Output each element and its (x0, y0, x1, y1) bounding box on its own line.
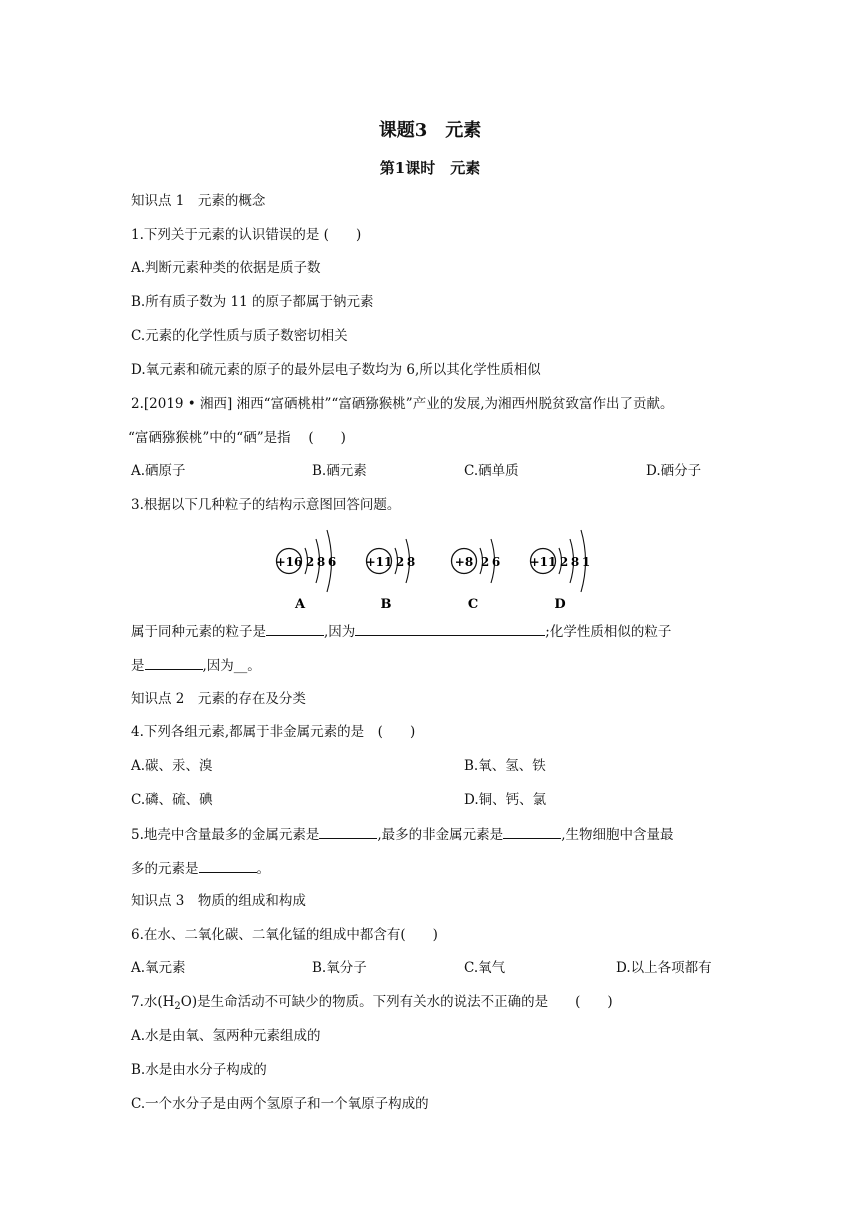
particle-c-shell-2: 6 (491, 555, 501, 569)
question-7-option-b: B.水是由水分子构成的 (131, 1062, 267, 1078)
particle-b-shell-2: 8 (406, 555, 416, 569)
question-2-option-d: D.硒分子 (646, 463, 702, 479)
particle-b (366, 539, 416, 612)
question-5-text-c: ,生物细胞中含量最 (561, 827, 674, 843)
question-5-line1 (131, 824, 673, 845)
question-3-text-a: 属于同种元素的粒子是 (131, 624, 266, 640)
particle-a-shell-1: 2 (305, 555, 315, 569)
particle-a-shell-3: 6 (327, 555, 337, 569)
particle-a (276, 530, 337, 612)
question-3-blank-2[interactable] (355, 621, 545, 636)
particle-diagram-svg (272, 524, 602, 616)
question-6-option-c: C.氧气 (464, 960, 506, 976)
particle-b-nucleus: +11 (365, 555, 393, 569)
particle-d-nucleus: +11 (529, 555, 557, 569)
question-3-text-e: ,因为__。 (202, 658, 261, 674)
question-5-line2 (131, 858, 270, 879)
page-subtitle: 第1课时 元素 (379, 159, 481, 177)
question-5-blank-2[interactable] (503, 824, 561, 839)
question-2-option-c: C.硒单质 (464, 463, 519, 479)
question-7-option-c: C.一个水分子是由两个氢原子和一个氧原子构成的 (131, 1096, 429, 1112)
question-5-text-b: ,最多的非金属元素是 (377, 827, 504, 843)
question-3-text-c: ;化学性质相似的粒子 (545, 624, 672, 640)
question-5-blank-3[interactable] (199, 858, 257, 873)
page-title: 课题3 元素 (378, 120, 482, 141)
question-4-option-c: C.磷、硫、碘 (131, 792, 213, 808)
question-5-text-e: 。 (256, 861, 270, 877)
question-7-subscript: 2 (174, 1001, 181, 1012)
question-6-option-d: D.以上各项都有 (616, 960, 712, 976)
question-2-stem-line1: 2.[2019 • 湘西] 湘西“富硒桃柑”“富硒猕猴桃”产业的发展,为湘西州脱贫致富作出了贡献。 (131, 396, 674, 412)
question-3-stem: 3.根据以下几种粒子的结构示意图回答问题。 (131, 497, 401, 513)
question-6-option-a: A.氧元素 (131, 960, 186, 976)
particle-d-shell-2: 8 (570, 555, 580, 569)
question-2-stem-line2: “富硒猕猴桃”中的“硒”是指 ( ) (128, 430, 346, 446)
section-heading-2: 知识点 2 元素的存在及分类 (131, 691, 306, 707)
question-3-line1 (131, 621, 671, 642)
question-4-option-d: D.铜、钙、氯 (464, 792, 547, 808)
particle-a-label: A (294, 597, 306, 612)
particle-c (452, 539, 501, 612)
particle-a-nucleus: +16 (275, 555, 303, 569)
question-1-stem: 1.下列关于元素的认识错误的是 ( ) (131, 227, 362, 243)
question-6-option-b: B.氧分子 (312, 960, 367, 976)
question-1-option-b: B.所有质子数为 11 的原子都属于钠元素 (131, 294, 374, 310)
question-3-blank-3[interactable] (145, 655, 203, 670)
particle-b-shell-1: 2 (395, 555, 405, 569)
question-6-stem: 6.在水、二氧化碳、二氧化锰的组成中都含有( ) (131, 927, 438, 943)
question-3-blank-1[interactable] (266, 621, 324, 636)
question-7-option-a: A.水是由氧、氢两种元素组成的 (131, 1028, 321, 1044)
particle-b-label: B (380, 597, 392, 612)
question-3-line2 (131, 655, 261, 676)
question-7-text-a: 7.水(H (131, 994, 175, 1010)
section-heading-3: 知识点 3 物质的组成和构成 (131, 893, 306, 909)
section-heading-1: 知识点 1 元素的概念 (131, 193, 266, 209)
question-3-text-b: ,因为 (324, 624, 356, 640)
question-4-option-a: A.碳、汞、溴 (131, 758, 213, 774)
question-2-option-a: A.硒原子 (131, 463, 186, 479)
particle-c-shell-1: 2 (480, 555, 490, 569)
particle-c-label: C (467, 597, 479, 612)
particle-d-shell-3: 1 (581, 555, 591, 569)
particle-a-shell-2: 8 (316, 555, 326, 569)
question-3-text-d: 是 (131, 658, 145, 674)
question-7-text-b: O)是生命活动不可缺少的物质。下列有关水的说法不正确的是 ( ) (180, 994, 613, 1010)
question-1-option-a: A.判断元素种类的依据是质子数 (131, 260, 321, 276)
particle-d-shell-1: 2 (559, 555, 569, 569)
question-4-option-b: B.氧、氢、铁 (464, 758, 546, 774)
question-1-option-d: D.氧元素和硫元素的原子的最外层电子数均为 6,所以其化学性质相似 (131, 362, 541, 378)
particle-structure-diagrams (272, 524, 602, 616)
question-4-stem: 4.下列各组元素,都属于非金属元素的是 ( ) (131, 724, 416, 740)
question-1-option-c: C.元素的化学性质与质子数密切相关 (131, 328, 348, 344)
question-5-text-d: 多的元素是 (131, 861, 199, 877)
particle-d (530, 530, 591, 612)
question-7-stem (131, 992, 613, 1017)
question-5-text-a: 5.地壳中含量最多的金属元素是 (131, 827, 320, 843)
particle-c-nucleus: +8 (454, 555, 474, 569)
question-2-option-b: B.硒元素 (312, 463, 367, 479)
particle-d-label: D (554, 597, 566, 612)
question-5-blank-1[interactable] (319, 824, 377, 839)
